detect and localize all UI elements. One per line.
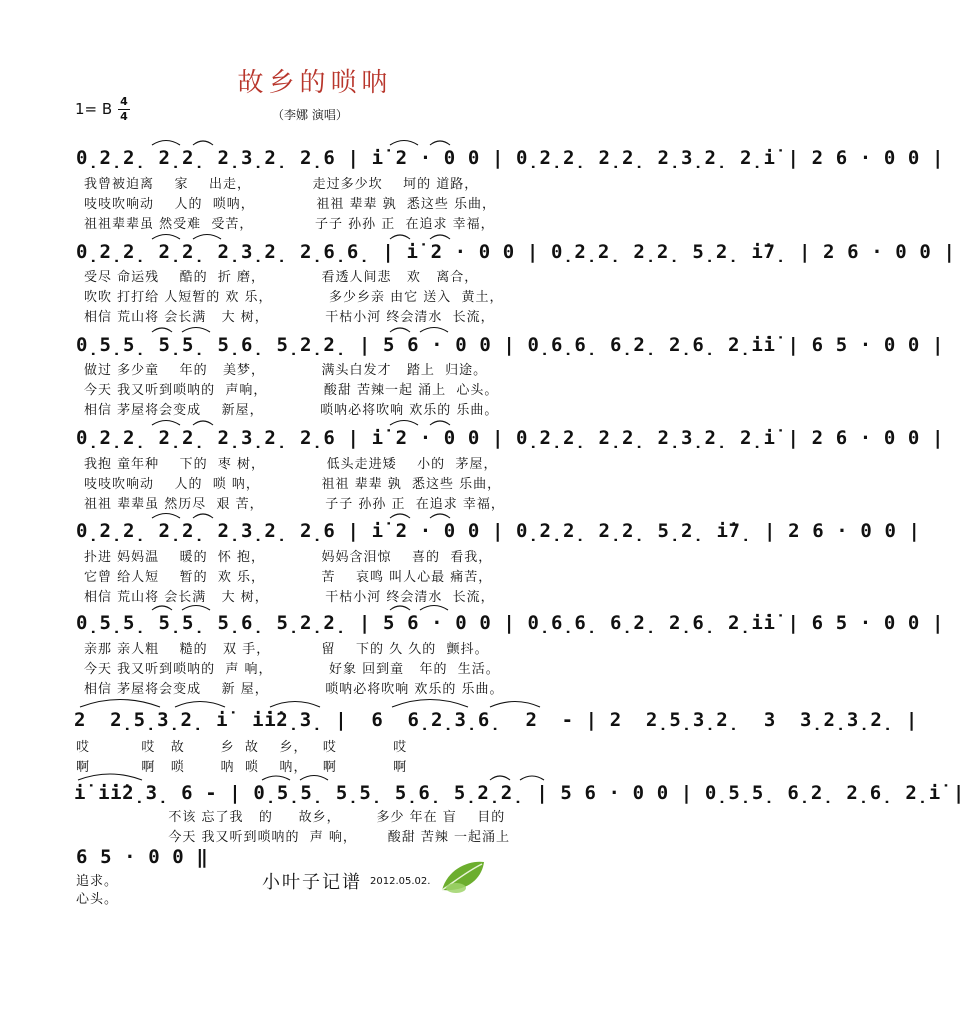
slur [390,514,410,518]
lyric-line: 不该 忘了我 的 故乡， 多少 年在 盲 目的 [76,810,506,825]
singer-credit: （李娜 演唱） [272,108,348,122]
lyric-line: 我抱 童年种 下的 枣 树， 低头走进矮 小的 茅屋， [84,457,498,472]
time-signature-bottom: 4 [120,110,128,123]
notation-line: 0̣2̣2̣ 2̣2̣ 2̣3̣2̣ 2̣6 | i̇ 2 · 0 0 | 0̣2̣2̣ 2̣2̣ 5̣2̣ i̇7̣ | 2 6 · 0 0 | [76,520,921,542]
lyric-line: 它曾 给人短 暂的 欢 乐， 苦 哀鸣 叫人心最 痛苦， [84,570,493,585]
lyric-line: 亲那 亲人粗 糙的 双 手， 留 下的 久 久的 颤抖。 [84,642,489,657]
lyric-line: 相信 荒山将 会长满 大 树， 干枯小河 终会清水 长流， [84,590,495,605]
slur [490,776,510,780]
slur [152,606,172,610]
slur [420,606,448,611]
slur [193,141,213,145]
slur [152,235,180,240]
song-title: 故乡的唢呐 [237,68,393,98]
lyric-line: 今天 我又听到唢呐的 声 响， 好象 回到童 年的 生活。 [84,662,500,677]
notation-line: 0̣5̣5̣ 5̣5̣ 5̣6̣ 5̣2̣2̣ | 5 6 · 0 0 | 0̣6̣6̣ 6̣2̣ 2̣6̣ 2̣i̇i̇ | 6 5 · 0 0 | [76,612,945,634]
slur [152,514,180,519]
slur [390,421,418,426]
lyric-line: 啊 啊 唢 呐 唢 呐， 啊 啊 [76,760,408,775]
slur [193,235,221,240]
notation-line: 6 5 · 0 0 ‖ [76,846,209,868]
lyric-line: 心头。 [76,892,119,907]
notation-line: 0̣2̣2̣ 2̣2̣ 2̣3̣2̣ 2̣6 | i̇ 2 · 0 0 | 0̣2̣2̣ 2̣2̣ 2̣3̣2̣ 2̣i̇ | 2 6 · 0 0 | [76,147,945,169]
slur [430,141,450,145]
slur [430,235,450,239]
slur [520,776,544,780]
lyric-line: 祖祖辈辈虽 然受难 受苦， 子子 孙孙 正 在追求 幸福， [84,217,495,232]
slur [420,328,448,333]
lyric-line: 我曾被迫离 家 出走， 走过多少坎 坷的 道路， [84,177,479,192]
lyric-line: 相信 茅屋将会变成 新屋， 唢呐必将吹响 欢乐的 乐曲。 [84,403,499,418]
lyric-line: 今天 我又听到唢呐的 声响， 酸甜 苦辣一起 涌上 心头。 [84,383,499,398]
slur [78,774,142,780]
slur [300,776,328,781]
lyric-line: 祖祖 辈辈虽 然历尽 艰 苦， 子子 孙孙 正 在追求 幸福， [84,497,505,512]
lyric-line: 受尽 命运残 酷的 折 磨， 看透人间悲 欢 离合， [84,270,479,285]
lyric-line: 哎 哎 故 乡 故 乡， 哎 哎 [76,740,408,755]
slur [152,328,172,332]
lyric-line: 追求。 [76,874,119,889]
notation-line: 0̣5̣5̣ 5̣5̣ 5̣6̣ 5̣2̣2̣ | 5 6 · 0 0 | 0̣6̣6̣ 6̣2̣ 2̣6̣ 2̣i̇i̇ | 6 5 · 0 0 | [76,334,945,356]
transcriber-signature: 小叶子记谱 [262,872,362,893]
slur [490,702,540,708]
notation-line: 0̣2̣2̣ 2̣2̣ 2̣3̣2̣ 2̣6̣6̣ | i̇ 2 · 0 0 | 0̣2̣2̣ 2̣2̣ 5̣2̣ i̇7̣ | 2 6 · 0 0 | [76,241,956,263]
slur [175,702,225,708]
notation-line: 0̣2̣2̣ 2̣2̣ 2̣3̣2̣ 2̣6 | i̇ 2 · 0 0 | 0̣2̣2̣ 2̣2̣ 2̣3̣2̣ 2̣i̇ | 2 6 · 0 0 | [76,427,945,449]
slur [262,776,290,780]
slur [182,328,210,333]
key-signature: 1= B [75,100,113,118]
slur [152,421,180,426]
slur [390,141,418,146]
lyric-line: 吹吹 打打给 人短暂的 欢 乐， 多少乡亲 由它 送入 黄土， [84,290,504,305]
slur [390,328,410,332]
slur [182,606,210,611]
lyric-line: 吱吱吹响动 人的 唢 呐， 祖祖 辈辈 孰 悉这些 乐曲， [84,477,502,492]
lyric-line: 相信 茅屋将会变成 新 屋， 唢呐必将吹响 欢乐的 乐曲。 [84,682,504,697]
slur [270,702,320,708]
slur [430,421,450,425]
leaf-icon [438,858,488,896]
slur [193,421,213,425]
slur [390,235,410,239]
lyric-line: 相信 荒山将 会长满 大 树， 干枯小河 终会清水 长流， [84,310,495,325]
slur [392,700,468,708]
time-signature-top: 4 [120,95,128,108]
notation-line: i̇ i̇i̇2̣3̣ 6 - | 0̣5̣5̣ 5̣5̣ 5̣6̣ 5̣2̣2̣ | 5 6 · 0 0 | 0̣5̣5̣ 6̣2̣ 2̣6̣ 2̣i̇ | [74,782,965,804]
slur [80,700,160,708]
lyric-line: 今天 我又听到唢呐的 声 响， 酸甜 苦辣 一起涌上 [76,830,510,845]
lyric-line: 扑进 妈妈温 暖的 怀 抱， 妈妈含泪惊 喜的 看我， [84,550,493,565]
notation-line: 2 2̣5̣3̣2̣ i̇ i̇i̇2̣3̣ | 6 6̣2̣3̣6̣ 2 - | 2 2̣5̣3̣2̣ 3 3̣2̣3̣2̣ | [74,709,918,731]
slur [193,514,213,518]
lyric-line: 吱吱吹响动 人的 唢呐， 祖祖 辈辈 孰 悉这些 乐曲， [84,197,497,212]
slur [430,514,450,518]
slur [390,606,410,610]
lyric-line: 做过 多少童 年的 美梦， 满头白发才 踏上 归途。 [84,363,488,378]
transcription-date: 2012.05.02. [370,876,431,887]
slur [152,141,180,146]
